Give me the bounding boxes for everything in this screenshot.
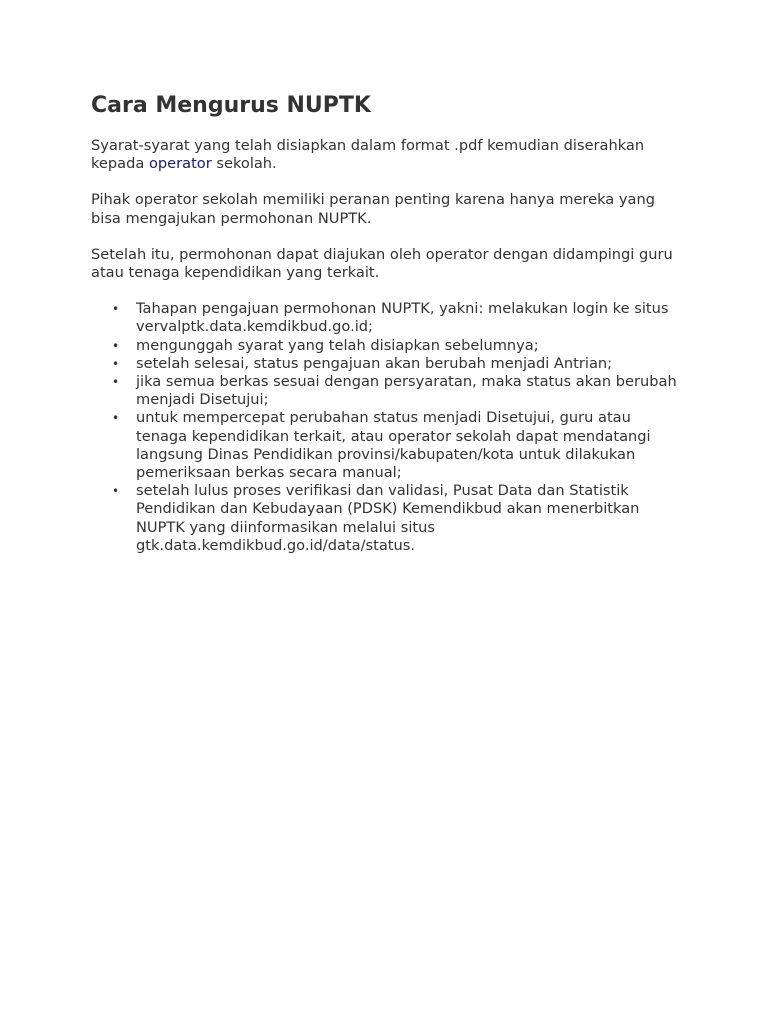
article: [91, 90, 681, 555]
paragraph-application: Setelah itu, permohonan dapat diajukan oleh operator dengan didampingi guru atau tenaga kependidikan yang terkait.: [91, 245, 673, 282]
paragraph-submission: [91, 137, 681, 173]
paragraph-text: sekolah.: [211, 155, 277, 173]
list-item-text: setelah selesai, status pengajuan akan berubah menjadi Antrian;: [136, 354, 613, 372]
bullet-icon: •: [112, 411, 120, 426]
list-item-text: untuk mempercepat perubahan status menjadi Disetujui, guru atau tenaga kependidikan terkait, atau operator sekolah dapat mendatangi langsung Dinas Pendidikan provinsi/kabupaten/kota untuk dilakukan pemeriksaan berkas secara manual;: [136, 409, 651, 482]
bullet-icon: •: [112, 356, 120, 371]
list-item-text: jika semua berkas sesuai dengan persyaratan, maka status akan berubah menjadi Disetujui;: [136, 373, 677, 409]
list-item-text: setelah lulus proses verifikasi dan validasi, Pusat Data dan Statistik Pendidikan dan Kebudayaan (PDSK) Kemendikbud akan menerbitkan NUPTK yang diinformasikan melalui situs gtk.data.kemdikbud.go.id/data/status.: [136, 482, 640, 554]
paragraph-operator-role: Pihak operator sekolah memiliki peranan penting karena hanya mereka yang bisa mengajukan permohonan NUPTK.: [91, 191, 655, 227]
list-item: [112, 373, 681, 409]
list-item: [112, 300, 681, 336]
bullet-icon: •: [112, 484, 120, 499]
bullet-icon: •: [112, 338, 120, 353]
bullet-icon: •: [112, 375, 120, 390]
list-item-text: Tahapan pengajuan permohonan NUPTK, yakni: melakukan login ke situs vervalptk.data.kemdikbud.go.id;: [136, 300, 669, 336]
article-title: Cara Mengurus NUPTK: [91, 93, 371, 118]
list-item: [112, 482, 681, 555]
bullet-icon: •: [112, 302, 120, 317]
paragraph-text: Syarat-syarat yang telah disiapkan dalam format .pdf kemudian diserahkan kepada: [91, 137, 645, 173]
list-item: [112, 336, 681, 355]
list-item-text: mengunggah syarat yang telah disiapkan sebelumnya;: [136, 336, 539, 354]
operator-link[interactable]: operator: [148, 155, 212, 173]
list-item: [112, 409, 681, 482]
list-item: [112, 354, 681, 373]
steps-list: [91, 300, 681, 555]
